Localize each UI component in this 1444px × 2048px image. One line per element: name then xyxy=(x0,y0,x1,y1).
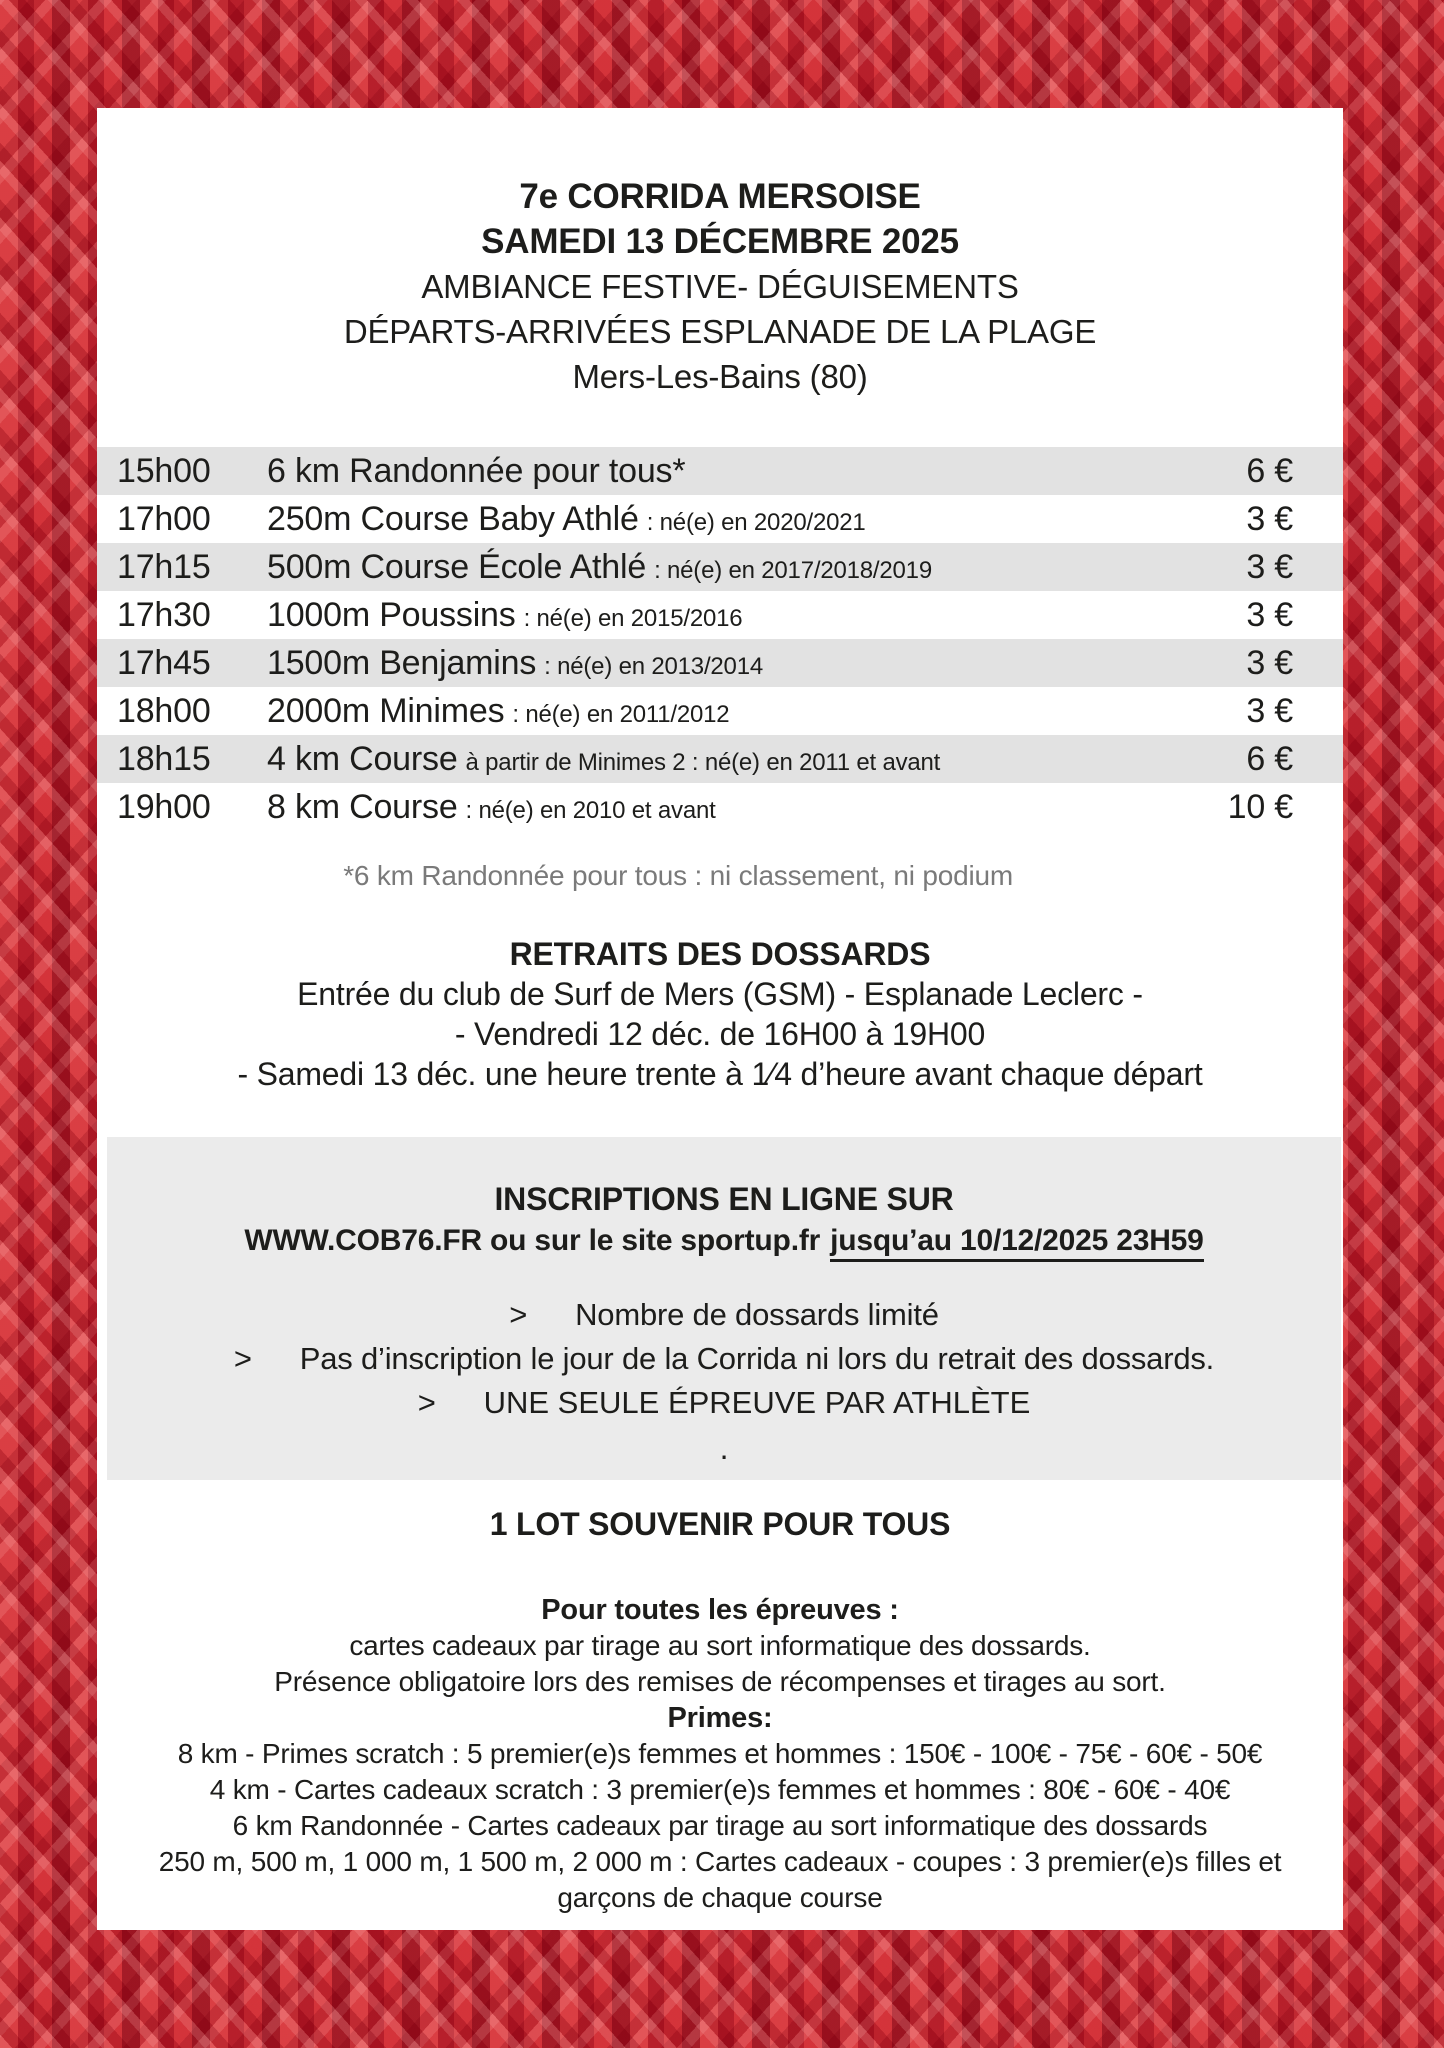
race-price: 3 € xyxy=(1246,643,1293,682)
event-subtitle-location: DÉPARTS-ARRIVÉES ESPLANADE DE LA PLAGE xyxy=(343,313,1097,350)
race-eligibility: : né(e) en 2020/2021 xyxy=(646,508,866,536)
prizes-line-giftcards: cartes cadeaux par tirage au sort informatique des dossards. xyxy=(349,1630,1091,1661)
race-name xyxy=(267,644,1163,683)
race-name xyxy=(267,740,1163,779)
flyer-header xyxy=(97,174,1343,399)
race-name xyxy=(267,548,1163,587)
registration-heading: INSCRIPTIONS EN LIGNE SUR xyxy=(494,1181,954,1217)
registration-rule xyxy=(107,1337,1341,1381)
schedule-table xyxy=(97,447,1343,831)
race-price: 6 € xyxy=(1246,451,1293,490)
bib-pickup-saturday: - Samedi 13 déc. une heure trente à 1⁄4 d’heure avant chaque départ xyxy=(237,1056,1203,1092)
race-name-main: 8 km Course xyxy=(267,787,458,826)
race-eligibility: à partir de Minimes 2 : né(e) en 2011 et avant xyxy=(465,748,941,776)
registration-rules xyxy=(107,1293,1341,1425)
souvenir-heading: 1 LOT SOUVENIR POUR TOUS xyxy=(489,1506,951,1542)
registration-rule-text: Nombre de dossards limité xyxy=(575,1297,939,1332)
race-price: 3 € xyxy=(1246,691,1293,730)
bib-pickup-friday: - Vendredi 12 déc. de 16H00 à 19H00 xyxy=(454,1016,986,1052)
schedule-row xyxy=(97,543,1343,591)
race-time: 18h15 xyxy=(117,739,211,778)
registration-rule xyxy=(107,1381,1341,1425)
race-name-main: 1500m Benjamins xyxy=(267,643,537,682)
event-date: SAMEDI 13 DÉCEMBRE 2025 xyxy=(481,222,959,261)
race-eligibility: : né(e) en 2010 et avant xyxy=(465,796,716,824)
race-time: 19h00 xyxy=(117,787,211,826)
bib-pickup-place: Entrée du club de Surf de Mers (GSM) - Esplanade Leclerc - xyxy=(297,976,1143,1012)
registration-url-line xyxy=(107,1219,1341,1263)
chevron-bullet-icon: > xyxy=(417,1385,436,1420)
race-time: 18h00 xyxy=(117,691,211,730)
race-name-main: 6 km Randonnée pour tous* xyxy=(267,451,686,490)
registration-rule xyxy=(107,1293,1341,1337)
schedule-row xyxy=(97,591,1343,639)
race-time: 17h30 xyxy=(117,595,211,634)
prizes-section xyxy=(97,1592,1343,1916)
prizes-line-presence: Présence obligatoire lors des remises de récompenses et tirages au sort. xyxy=(274,1666,1166,1697)
race-name-main: 2000m Minimes xyxy=(267,691,505,730)
race-name-main: 250m Course Baby Athlé xyxy=(267,499,639,538)
prizes-subheading: Pour toutes les épreuves : xyxy=(541,1594,899,1626)
prizes-label: Primes: xyxy=(667,1702,773,1734)
trailing-dot: . xyxy=(719,1430,729,1466)
chevron-bullet-icon: > xyxy=(509,1297,528,1332)
event-subtitle-city: Mers-Les-Bains (80) xyxy=(572,358,868,395)
prizes-4km: 4 km - Cartes cadeaux scratch : 3 premier(e)s femmes et hommes : 80€ - 60€ - 40€ xyxy=(209,1774,1231,1805)
prizes-kids-line1: 250 m, 500 m, 1 000 m, 1 500 m, 2 000 m : Cartes cadeaux - coupes : 3 premier(e)s filles et xyxy=(158,1846,1282,1877)
race-eligibility: : né(e) en 2011/2012 xyxy=(512,700,730,728)
race-name-main: 4 km Course xyxy=(267,739,458,778)
prizes-6km: 6 km Randonnée - Cartes cadeaux par tirage au sort informatique des dossards xyxy=(232,1810,1208,1841)
race-eligibility: : né(e) en 2015/2016 xyxy=(523,604,743,632)
race-price: 6 € xyxy=(1246,739,1293,778)
race-name xyxy=(267,500,1163,539)
event-title: 7e CORRIDA MERSOISE xyxy=(519,177,921,216)
registration-rule-text: UNE SEULE ÉPREUVE PAR ATHLÈTE xyxy=(483,1385,1031,1420)
race-name xyxy=(267,692,1163,731)
race-time: 15h00 xyxy=(117,451,211,490)
registration-deadline: jusqu’au 10/12/2025 23H59 xyxy=(830,1224,1204,1262)
registration-rule-text: Pas d’inscription le jour de la Corrida ni lors du retrait des dossards. xyxy=(299,1341,1215,1376)
race-name xyxy=(267,452,1163,491)
flyer-panel xyxy=(97,108,1343,1930)
race-price: 3 € xyxy=(1246,499,1293,538)
chevron-bullet-icon: > xyxy=(233,1341,252,1376)
schedule-row xyxy=(97,783,1343,831)
bib-pickup-heading: RETRAITS DES DOSSARDS xyxy=(509,936,931,972)
registration-url: WWW.COB76.FR ou sur le site sportup.fr xyxy=(244,1224,821,1257)
prizes-8km: 8 km - Primes scratch : 5 premier(e)s femmes et hommes : 150€ - 100€ - 75€ - 60€ - 50€ xyxy=(177,1738,1263,1769)
registration-box xyxy=(107,1137,1341,1480)
schedule-footnote: *6 km Randonnée pour tous : ni classement, ni podium xyxy=(343,860,1013,891)
race-price: 10 € xyxy=(1227,787,1293,826)
schedule-row xyxy=(97,735,1343,783)
bib-pickup-section xyxy=(97,934,1343,1094)
race-eligibility: : né(e) en 2013/2014 xyxy=(544,652,764,680)
schedule-row xyxy=(97,447,1343,495)
race-price: 3 € xyxy=(1246,595,1293,634)
race-time: 17h45 xyxy=(117,643,211,682)
race-name-main: 500m Course École Athlé xyxy=(267,547,647,586)
schedule-row xyxy=(97,687,1343,735)
race-time: 17h15 xyxy=(117,547,211,586)
race-price: 3 € xyxy=(1246,547,1293,586)
race-name xyxy=(267,788,1163,827)
race-name xyxy=(267,596,1163,635)
schedule-row xyxy=(97,639,1343,687)
race-eligibility: : né(e) en 2017/2018/2019 xyxy=(654,556,932,584)
event-subtitle-ambiance: AMBIANCE FESTIVE- DÉGUISEMENTS xyxy=(421,268,1019,305)
race-time: 17h00 xyxy=(117,499,211,538)
prizes-kids-line2: garçons de chaque course xyxy=(557,1882,883,1913)
schedule-row xyxy=(97,495,1343,543)
race-name-main: 1000m Poussins xyxy=(267,595,516,634)
